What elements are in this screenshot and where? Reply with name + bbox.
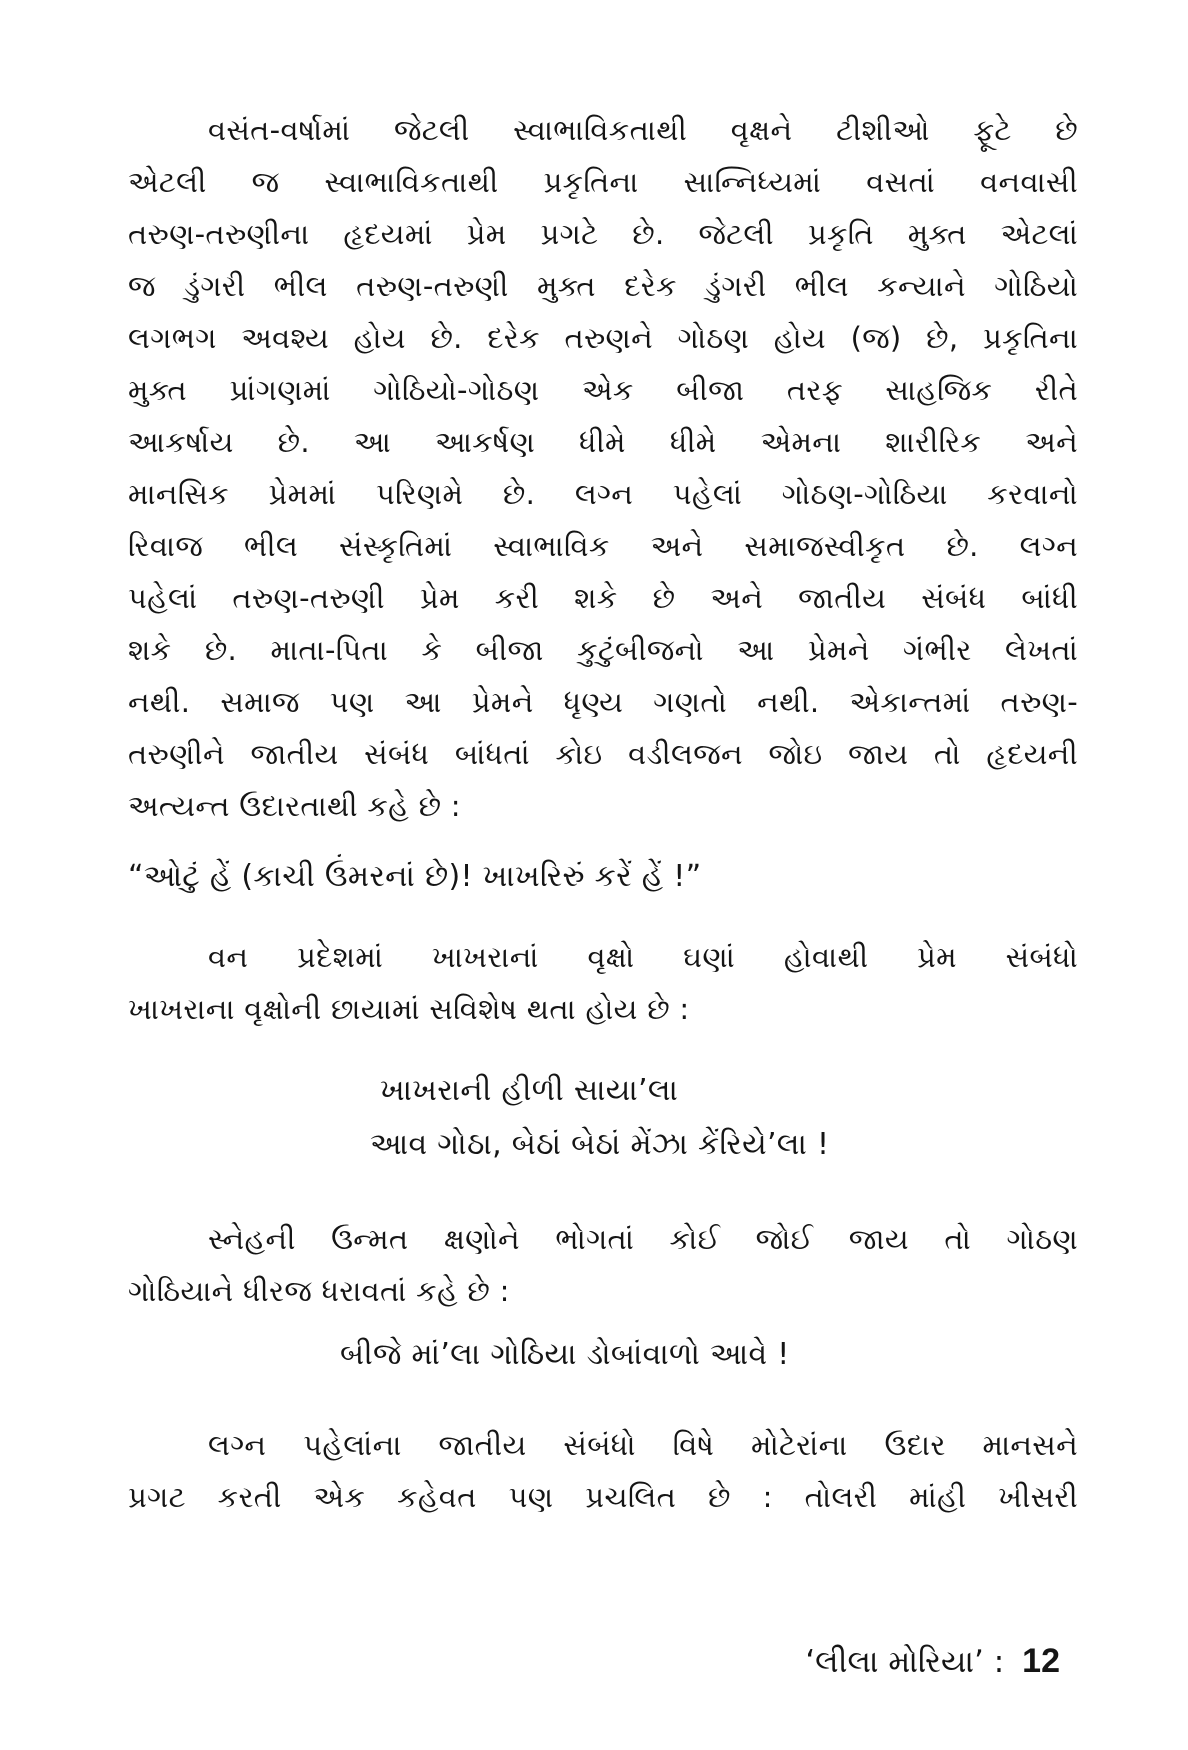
page-footer [805,1636,1060,1686]
paragraph-4-line: પ્રગટ કરતી એક કહેવત પણ પ્રચલિત છે : તોલરી માંહી ખીસરી [128,1480,1078,1514]
paragraph-2-line: વન પ્રદેશમાં ખાખરાનાં વૃક્ષો ઘણાં હોવાથી પ્રેમ સંબંધો [208,940,1078,974]
paragraph-1-line: આકર્ષાય છે. આ આકર્ષણ ધીમે ધીમે એમના શારીરિક અને [128,425,1078,459]
paragraph-1-line: તરુણીને જાતીય સંબંધ બાંધતાં કોઇ વડીલજન જોઇ જાય તો હૃદયની [128,737,1078,771]
paragraph-3-line: ગોઠિયાને ધીરજ ધરાવતાં કહે છે : [128,1274,510,1308]
paragraph-1-line: તરુણ-તરુણીના હૃદયમાં પ્રેમ પ્રગટે છે. જેટલી પ્રકૃતિ મુક્ત એટલાં [128,217,1078,251]
paragraph-1-line: જ ડુંગરી ભીલ તરુણ-તરુણી મુક્ત દરેક ડુંગરી ભીલ કન્યાને ગોઠિયો [128,269,1078,303]
paragraph-1-line: શકે છે. માતા-પિતા કે બીજા કુટુંબીજનો આ પ્રેમને ગંભીર લેખતાં [128,633,1078,667]
paragraph-1-line: માનસિક પ્રેમમાં પરિણમે છે. લગ્ન પહેલાં ગોઠણ-ગોઠિયા કરવાનો [128,477,1078,511]
page-number: 12 [1022,1642,1060,1680]
book-title: ‘લીલા મોરિયા’ : [805,1644,1005,1680]
paragraph-1-line: એટલી જ સ્વાભાવિકતાથી પ્રકૃતિના સાન્નિધ્યમાં વસતાં વનવાસી [128,165,1078,199]
verse-line: બીજે માં’લા ગોઠિયા ડોબાંવાળો આવે ! [340,1337,790,1372]
paragraph-2-line: ખાખરાના વૃક્ષોની છાયામાં સવિશેષ થતા હોય છે : [128,992,690,1026]
paragraph-1-line: વસંત-વર્ષામાં જેટલી સ્વાભાવિકતાથી વૃક્ષને ટીશીઓ ફૂટે છે [208,113,1078,147]
paragraph-3-line: સ્નેહની ઉન્મત ક્ષણોને ભોગતાં કોઈ જોઈ જાય તો ગોઠણ [208,1222,1078,1256]
paragraph-4-line: લગ્ન પહેલાંના જાતીય સંબંધો વિષે મોટેરાંના ઉદાર માનસને [208,1428,1078,1462]
dialect-quote: “ઓટું હેં (કાચી ઉંમરનાં છે)! ખાખરિરું કરેં હેં !” [128,859,702,894]
paragraph-1-line: મુક્ત પ્રાંગણમાં ગોઠિયો-ગોઠણ એક બીજા તરફ સાહજિક રીતે [128,373,1078,407]
paragraph-1-line: લગભગ અવશ્ય હોય છે. દરેક તરુણને ગોઠણ હોય (જ) છે, પ્રકૃતિના [128,321,1078,355]
paragraph-1-line: નથી. સમાજ પણ આ પ્રેમને ધૃણ્ય ગણતો નથી. એકાન્તમાં તરુણ- [128,685,1078,719]
paragraph-1-line: રિવાજ ભીલ સંસ્કૃતિમાં સ્વાભાવિક અને સમાજસ્વીકૃત છે. લગ્ન [128,529,1078,563]
paragraph-1-line: અત્યન્ત ઉદારતાથી કહે છે : [128,789,461,823]
verse-line: ખાખરાની હીળી સાયા’લા [380,1073,679,1108]
verse-line: આવ ગોઠા, બેઠાં બેઠાં મેંઝા કેંરિયે’લા ! [370,1127,830,1162]
paragraph-1-line: પહેલાં તરુણ-તરુણી પ્રેમ કરી શકે છે અને જાતીય સંબંધ બાંધી [128,581,1078,615]
